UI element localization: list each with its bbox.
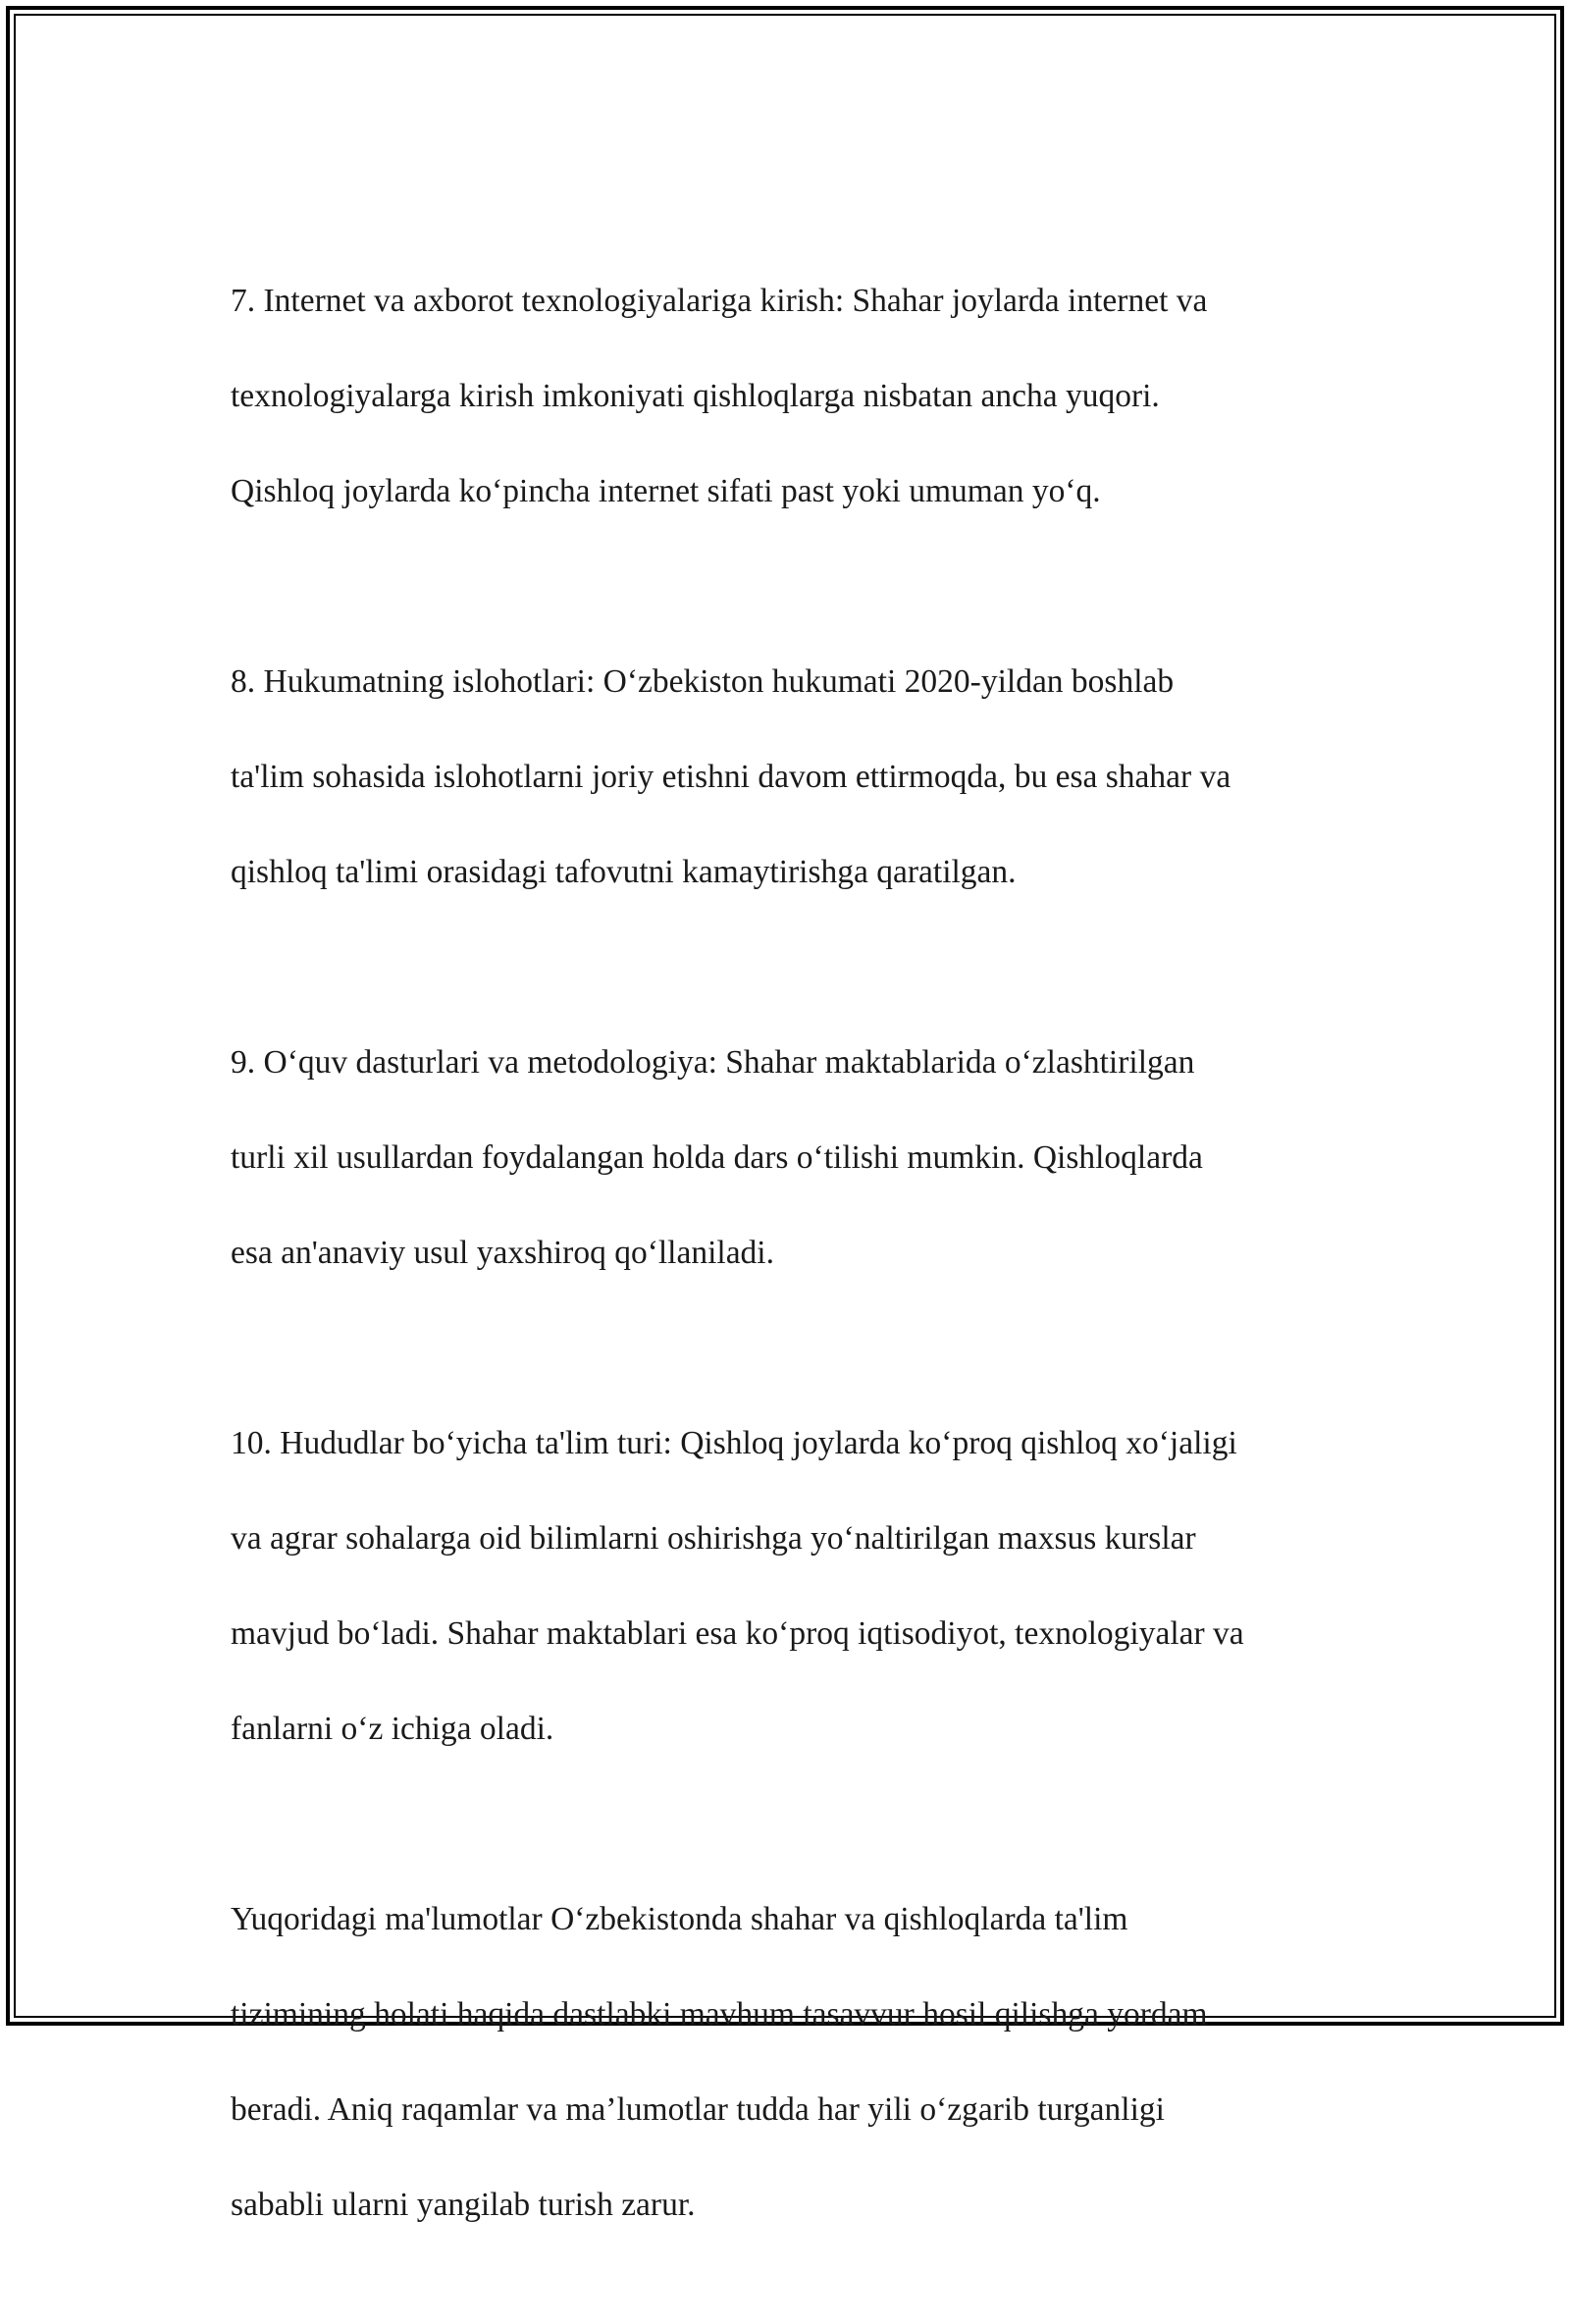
- text-line: Qishloq joylarda ko‘pincha internet sifati past yoki umuman yo‘q.: [231, 472, 1101, 509]
- paragraph-conclusion: [231, 1848, 1349, 2277]
- text-line: fanlarni o‘z ichiga oladi.: [231, 1710, 554, 1747]
- text-line: ta'lim sohasida islohotlarni joriy etishni davom ettirmoqda, bu esa shahar va: [231, 758, 1231, 795]
- text-line: qishloq ta'limi orasidagi tafovutni kamaytirishga qaratilgan.: [231, 853, 1017, 890]
- text-line: sababli ularni yangilab turish zarur.: [231, 2186, 696, 2223]
- document-body: [231, 230, 1349, 2324]
- text-line: tizimining holati haqida dastlabki mavhum tasavvur hosil qilishga yordam: [231, 1995, 1208, 2033]
- text-line: 10. Hududlar bo‘yicha ta'lim turi: Qishloq joylarda ko‘proq qishloq xo‘jaligi: [231, 1424, 1237, 1461]
- text-line: esa an'anaviy usul yaxshiroq qo‘llaniladi.: [231, 1234, 774, 1271]
- text-line: texnologiyalarga kirish imkoniyati qishloqlarga nisbatan ancha yuqori.: [231, 377, 1160, 414]
- text-line: 8. Hukumatning islohotlari: O‘zbekiston hukumati 2020-yildan boshlab: [231, 662, 1175, 700]
- paragraph-regional-education: [231, 1372, 1349, 1801]
- text-line: beradi. Aniq raqamlar va ma’lumotlar tudda har yili o‘zgarib turganligi: [231, 2090, 1165, 2128]
- paragraph-government-reforms: [231, 610, 1349, 944]
- text-line: 9. O‘quv dasturlari va metodologiya: Shahar maktablarida o‘zlashtirilgan: [231, 1043, 1195, 1081]
- paragraph-internet-access: [231, 230, 1349, 563]
- text-line: turli xil usullardan foydalangan holda dars o‘tilishi mumkin. Qishloqlarda: [231, 1138, 1203, 1176]
- paragraph-curriculum-methodology: [231, 991, 1349, 1325]
- text-line: mavjud bo‘ladi. Shahar maktablari esa ko‘proq iqtisodiyot, texnologiyalar va: [231, 1614, 1244, 1652]
- text-line: 7. Internet va axborot texnologiyalariga kirish: Shahar joylarda internet va: [231, 282, 1208, 319]
- text-line: Yuqoridagi ma'lumotlar O‘zbekistonda shahar va qishloqlarda ta'lim: [231, 1900, 1128, 1937]
- text-line: va agrar sohalarga oid bilimlarni oshirishga yo‘naltirilgan maxsus kurslar: [231, 1519, 1196, 1557]
